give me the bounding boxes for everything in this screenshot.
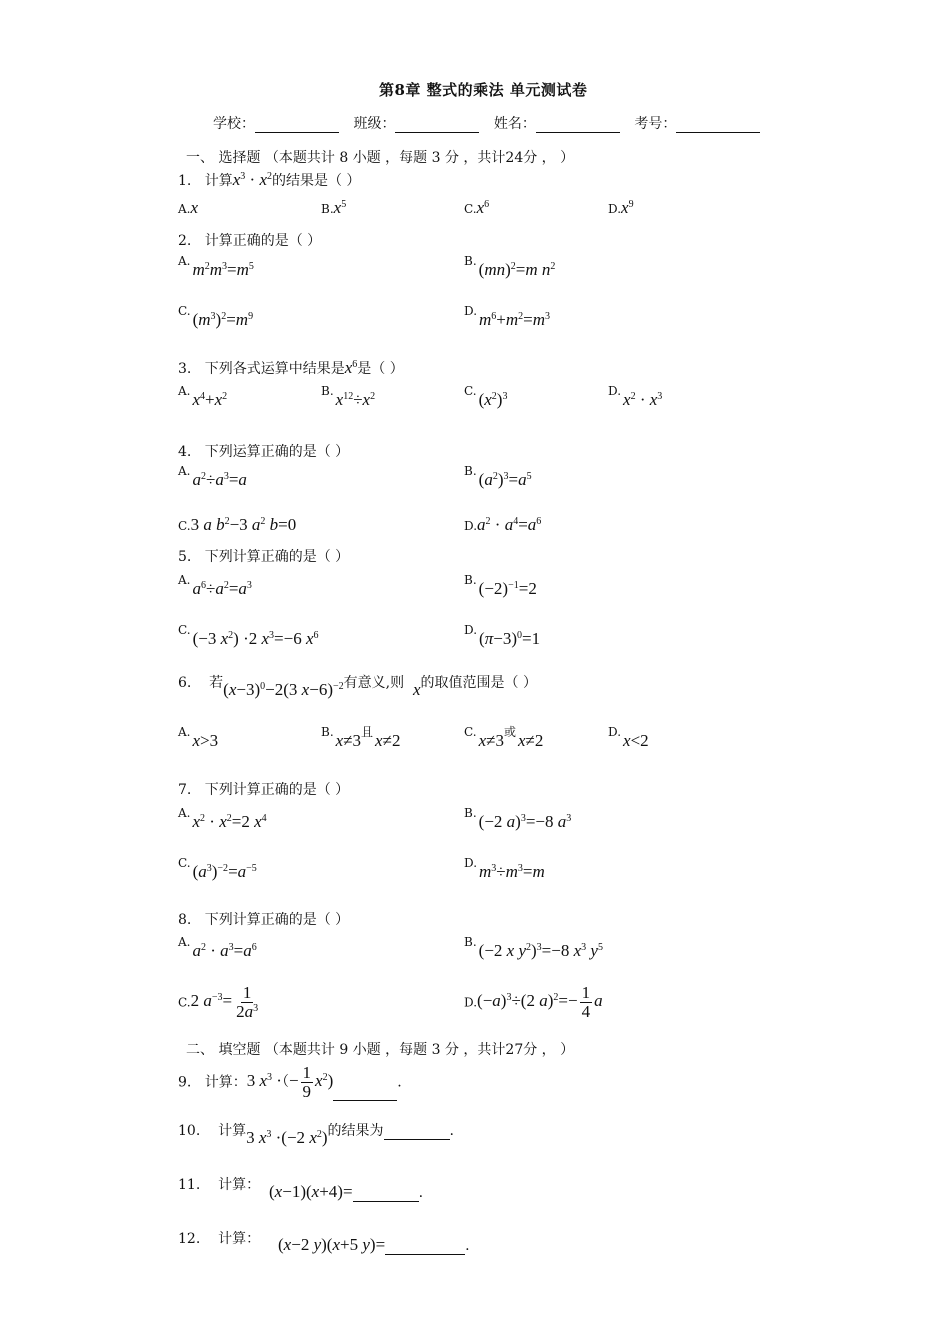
question-text: 下列运算正确的是（ ） [204, 444, 350, 460]
answer-blank[interactable] [385, 1240, 465, 1255]
question-1 [178, 170, 360, 190]
question-text: 计算 [204, 173, 233, 189]
question-text: 下列各式运算中结果是 [204, 361, 345, 377]
question-number: 3. [178, 361, 192, 377]
question-8 [178, 909, 349, 929]
class-field[interactable] [395, 118, 479, 133]
question-number: 4. [178, 444, 192, 460]
question-4 [178, 441, 349, 461]
option-d[interactable]: $D.x^9$ [608, 198, 634, 217]
name-label: 姓名： [493, 116, 536, 132]
option-b[interactable]: $B.x^5$ [321, 198, 347, 217]
question-2 [178, 230, 321, 250]
option-b[interactable]: B. x≠3且 x≠2 [321, 725, 401, 750]
question-7 [178, 779, 349, 799]
question-text: 计算 [218, 1123, 247, 1139]
option-c[interactable]: C. $(m^3)^2=m^9$ [178, 304, 254, 329]
question-number: 11. [178, 1177, 201, 1193]
question-6: 6. 若$(x-3)^0-2(3$ x−6)$^{-2}$有意义,则 x的取值范围是（ ） [178, 675, 537, 699]
question-text: 有意义,则 [343, 675, 405, 691]
name-field[interactable] [536, 118, 620, 133]
fraction: $\frac{1}{2a^3}$ [236, 983, 259, 1021]
question-number: 7. [178, 782, 192, 798]
school-field[interactable] [255, 118, 339, 133]
question-text: 计算： [218, 1231, 261, 1247]
number-label: 考号： [634, 116, 677, 132]
section-heading: 一、 选择题 （本题共计 8 小题 ，每题 3 分 ，共计24分 ， ） [186, 150, 575, 166]
option-b[interactable]: B. (−2 x $y^2)^3=-8$ $x^3$ $y^5$ [464, 935, 603, 960]
fraction: $\frac{1}{9}$ [302, 1063, 312, 1101]
option-c[interactable]: C. (−3 $x^2) \cdot 2$ $x^3=-6$ $x^6$ [178, 623, 319, 648]
option-b[interactable]: B. (mn)$^2$=m $n^2$ [464, 254, 556, 279]
question-text: 的结果为 [327, 1123, 384, 1139]
question-10: 10. 计算3 $x^3 \cdot(-2$ $x^2$)的结果为 . [178, 1123, 454, 1147]
fraction: $\frac{1}{4}$ [581, 983, 591, 1021]
math-expr: $x^3 \cdot x^2$ [232, 170, 272, 189]
school-label: 学校： [213, 116, 255, 132]
option-a[interactable]: A.x [178, 198, 199, 217]
option-c[interactable]: C.3 a $b^2-3$ $a^2$ b=0 [178, 515, 297, 534]
option-b[interactable]: B. $(-2)^{-1}=2$ [464, 573, 537, 598]
option-a[interactable]: A. $x^2 \cdot x^2=2$ $x^4$ [178, 806, 267, 831]
section-heading: 二、 填空题 （本题共计 9 小题 ，每题 3 分 ，共计27分 ， ） [186, 1042, 575, 1058]
question-number: 2. [178, 233, 192, 249]
question-5 [178, 546, 349, 566]
option-c[interactable]: C. $(x^2)^3$ [464, 384, 508, 409]
question-text: 的取值范围是（ ） [420, 675, 537, 691]
question-9: 9. 计算：3 $x^3$ ·（− $\frac{1}{9}$ $x^2$) . [178, 1063, 402, 1101]
option-c[interactable]: C. x≠3或 x≠2 [464, 725, 544, 750]
question-12-expr: (x−2 y)(x+5 y)= . [278, 1235, 470, 1254]
option-d[interactable]: D. $m^3\div m^3=m$ [464, 856, 545, 881]
option-a[interactable]: A. x>3 [178, 725, 219, 750]
option-c[interactable]: $C.x^6$ [464, 198, 490, 217]
question-3: 3. 下列各式运算中结果是$x^6$是（ ） [178, 358, 404, 377]
question-number: 8. [178, 912, 192, 928]
option-a[interactable]: A. $a^2\div a^3=a$ [178, 464, 247, 489]
option-d[interactable]: D. $x^2 \cdot x^3$ [608, 384, 663, 409]
question-text: 是（ ） [357, 361, 404, 377]
option-b[interactable]: B. $(a^2)^3=a^5$ [464, 464, 532, 489]
question-text: 下列计算正确的是（ ） [204, 782, 350, 798]
option-c[interactable]: C. $(a^3)^{-2}=a^{-5}$ [178, 856, 257, 881]
option-d[interactable]: D. x<2 [608, 725, 649, 750]
option-d[interactable]: $D.(-a)^3\div(2$ a)$^2$=− $\frac{1}{4}$ a [464, 983, 603, 1021]
question-text: 计算： [204, 1074, 247, 1091]
question-text: 下列计算正确的是（ ） [204, 912, 350, 928]
option-a[interactable]: A. $a^2 \cdot a^3=a^6$ [178, 935, 257, 960]
question-11-expr: (x−1)(x+4)= . [269, 1182, 424, 1201]
page-title: 第8章 整式的乘法 单元测试卷 [379, 81, 588, 99]
answer-blank[interactable] [353, 1187, 419, 1202]
question-11 [178, 1174, 260, 1194]
question-number: 9. [178, 1074, 192, 1091]
option-a[interactable]: A. $m^2m^3=m^5$ [178, 254, 254, 279]
option-d[interactable]: D. $(\pi-3)^0=1$ [464, 623, 541, 648]
question-text: 计算正确的是（ ） [204, 233, 322, 249]
answer-blank[interactable] [333, 1086, 397, 1101]
option-b[interactable]: B. (−2 a)$^3$=−8 $a^3$ [464, 806, 572, 831]
question-number: 10. [178, 1123, 201, 1139]
student-info [213, 113, 770, 133]
option-c[interactable]: C.2 $a^{-3}=$ $\frac{1}{2a^3}$ [178, 983, 259, 1021]
question-text: 下列计算正确的是（ ） [204, 549, 350, 565]
question-number: 6. [178, 675, 192, 691]
question-number: 5. [178, 549, 192, 565]
question-text: 若 [209, 675, 224, 691]
question-number: 12. [178, 1231, 201, 1247]
answer-blank[interactable] [384, 1125, 450, 1140]
option-a[interactable]: A. $x^4+x^2$ [178, 384, 228, 409]
option-a[interactable]: A. $a^6\div a^2=a^3$ [178, 573, 252, 598]
option-d[interactable]: $D.a^2 \cdot a^4=a^6$ [464, 515, 542, 534]
question-number: 1. [178, 173, 192, 189]
option-b[interactable]: B. $x^{12}\div x^2$ [321, 384, 376, 409]
option-d[interactable]: D. $m^6+m^2=m^3$ [464, 304, 551, 329]
class-label: 班级： [353, 116, 396, 132]
number-field[interactable] [676, 118, 760, 133]
question-12 [178, 1228, 260, 1248]
question-text: 的结果是（ ） [271, 173, 361, 189]
question-text: 计算： [218, 1177, 261, 1193]
